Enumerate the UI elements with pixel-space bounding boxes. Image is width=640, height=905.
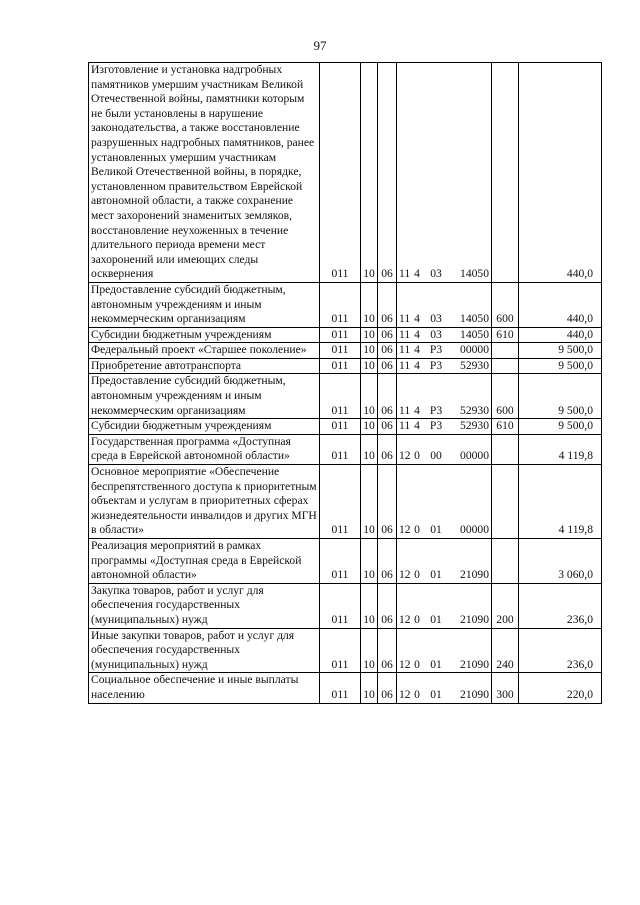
amount: 4 119,8 (519, 465, 602, 539)
ministry-code: 011 (320, 282, 361, 327)
subprogram-code: 0 (414, 687, 420, 701)
expense-type-code (492, 539, 519, 584)
subsection-code: 06 (378, 628, 397, 673)
amount: 236,0 (519, 628, 602, 673)
program-code: 12 (399, 657, 411, 671)
subsection-code: 06 (378, 434, 397, 464)
row-name: Реализация мероприятий в рамках программы «Доступная среда в Еврейской автономной области» (89, 539, 320, 584)
subprogram-code: 4 (414, 343, 420, 357)
target-article-code (397, 673, 492, 703)
table-row (89, 465, 602, 539)
direction-code: 21090 (460, 568, 489, 582)
target-article-code (397, 63, 492, 283)
ministry-code: 011 (320, 583, 361, 628)
row-name: Закупка товаров, работ и услуг для обеспечения государственных (муниципальных) нужд (89, 583, 320, 628)
subsection-code: 06 (378, 539, 397, 584)
section-code: 10 (361, 358, 378, 374)
expense-type-code (492, 465, 519, 539)
subsection-code: 06 (378, 343, 397, 359)
ministry-code: 011 (320, 374, 361, 419)
direction-code: 00000 (460, 449, 489, 463)
table-row (89, 628, 602, 673)
target-article-code (397, 539, 492, 584)
budget-table (88, 62, 602, 704)
expense-type-code: 240 (492, 628, 519, 673)
expense-type-code: 610 (492, 419, 519, 435)
amount: 220,0 (519, 673, 602, 703)
activity-code: P3 (429, 403, 443, 417)
amount: 440,0 (519, 327, 602, 343)
activity-code: 01 (430, 568, 442, 582)
activity-code: 01 (430, 687, 442, 701)
program-code: 12 (399, 687, 411, 701)
table-row (89, 358, 602, 374)
target-article-code (397, 465, 492, 539)
direction-code: 21090 (460, 657, 489, 671)
row-name: Субсидии бюджетным учреждениям (89, 327, 320, 343)
row-name: Субсидии бюджетным учреждениям (89, 419, 320, 435)
target-article-code (397, 374, 492, 419)
section-code: 10 (361, 673, 378, 703)
ministry-code: 011 (320, 358, 361, 374)
subprogram-code: 0 (414, 657, 420, 671)
section-code: 10 (361, 539, 378, 584)
amount: 440,0 (519, 282, 602, 327)
row-name: Приобретение автотранспорта (89, 358, 320, 374)
activity-code: P3 (429, 343, 443, 357)
activity-code: 01 (430, 657, 442, 671)
subsection-code: 06 (378, 358, 397, 374)
row-name: Социальное обеспечение и иные выплаты населению (89, 673, 320, 703)
subsection-code: 06 (378, 63, 397, 283)
ministry-code: 011 (320, 673, 361, 703)
ministry-code: 011 (320, 63, 361, 283)
program-code: 12 (399, 523, 411, 537)
subprogram-code: 4 (414, 419, 420, 433)
subprogram-code: 0 (414, 612, 420, 626)
expense-type-code: 600 (492, 282, 519, 327)
activity-code: P3 (429, 419, 443, 433)
section-code: 10 (361, 282, 378, 327)
section-code: 10 (361, 419, 378, 435)
target-article-code (397, 327, 492, 343)
subsection-code: 06 (378, 282, 397, 327)
subprogram-code: 4 (414, 403, 420, 417)
target-article-code (397, 583, 492, 628)
expense-type-code: 300 (492, 673, 519, 703)
program-code: 11 (399, 343, 411, 357)
ministry-code: 011 (320, 539, 361, 584)
table-row (89, 343, 602, 359)
row-name: Предоставление субсидий бюджетным, автономным учреждениям и иным некоммерческим организациям (89, 374, 320, 419)
target-article-code (397, 628, 492, 673)
subsection-code: 06 (378, 374, 397, 419)
table-row (89, 673, 602, 703)
table-row (89, 583, 602, 628)
ministry-code: 011 (320, 419, 361, 435)
activity-code: 03 (430, 312, 442, 326)
program-code: 11 (399, 267, 411, 281)
expense-type-code (492, 343, 519, 359)
table-row (89, 539, 602, 584)
expense-type-code (492, 358, 519, 374)
subsection-code: 06 (378, 465, 397, 539)
target-article-code (397, 282, 492, 327)
table-row (89, 434, 602, 464)
amount: 9 500,0 (519, 374, 602, 419)
row-name: Иные закупки товаров, работ и услуг для обеспечения государственных (муниципальных) нужд (89, 628, 320, 673)
direction-code: 52930 (460, 403, 489, 417)
direction-code: 00000 (460, 523, 489, 537)
subprogram-code: 4 (414, 327, 420, 341)
table-row (89, 327, 602, 343)
program-code: 12 (399, 612, 411, 626)
amount: 236,0 (519, 583, 602, 628)
activity-code: 01 (430, 612, 442, 626)
section-code: 10 (361, 63, 378, 283)
ministry-code: 011 (320, 434, 361, 464)
subsection-code: 06 (378, 673, 397, 703)
direction-code: 52930 (460, 358, 489, 372)
ministry-code: 011 (320, 628, 361, 673)
row-name: Федеральный проект «Старшее поколение» (89, 343, 320, 359)
expense-type-code (492, 63, 519, 283)
subprogram-code: 0 (414, 568, 420, 582)
amount: 9 500,0 (519, 358, 602, 374)
table-row (89, 374, 602, 419)
direction-code: 52930 (460, 419, 489, 433)
activity-code: 03 (430, 327, 442, 341)
expense-type-code: 610 (492, 327, 519, 343)
target-article-code (397, 343, 492, 359)
row-name: Государственная программа «Доступная среда в Еврейской автономной области» (89, 434, 320, 464)
program-code: 11 (399, 358, 411, 372)
section-code: 10 (361, 374, 378, 419)
expense-type-code (492, 434, 519, 464)
section-code: 10 (361, 343, 378, 359)
subprogram-code: 0 (414, 523, 420, 537)
ministry-code: 011 (320, 465, 361, 539)
direction-code: 21090 (460, 687, 489, 701)
activity-code: 00 (430, 449, 442, 463)
program-code: 11 (399, 419, 411, 433)
amount: 9 500,0 (519, 343, 602, 359)
section-code: 10 (361, 628, 378, 673)
row-name: Предоставление субсидий бюджетным, автономным учреждениям и иным некоммерческим организациям (89, 282, 320, 327)
amount: 440,0 (519, 63, 602, 283)
subprogram-code: 4 (414, 312, 420, 326)
subprogram-code: 4 (414, 358, 420, 372)
amount: 9 500,0 (519, 419, 602, 435)
row-name: Основное мероприятие «Обеспечение беспрепятственного доступа к приоритетным объектам и услугам в приоритетных сферах жизнедеятельности инвалидов и других МГН в области» (89, 465, 320, 539)
program-code: 11 (399, 327, 411, 341)
amount: 4 119,8 (519, 434, 602, 464)
program-code: 11 (399, 312, 411, 326)
target-article-code (397, 419, 492, 435)
activity-code: P3 (429, 358, 443, 372)
section-code: 10 (361, 327, 378, 343)
activity-code: 03 (430, 267, 442, 281)
direction-code: 21090 (460, 612, 489, 626)
table-row (89, 282, 602, 327)
subsection-code: 06 (378, 419, 397, 435)
page-number: 97 (313, 38, 327, 53)
expense-type-code: 200 (492, 583, 519, 628)
section-code: 10 (361, 583, 378, 628)
target-article-code (397, 434, 492, 464)
direction-code: 00000 (460, 343, 489, 357)
row-name: Изготовление и установка надгробных памятников умершим участникам Великой Отечественной войны, памятники которым не были установлены в нарушение законодательства, а также восстановление разрушенных надгробных памятников, ранее установленных умершим участникам Великой Отечественной войны, в порядке, установленном правительством Еврейской автономной области, а также сохранение мест захоронений знаменитых земляков, восстановление неухоженных в течение длительного периода времени мест захоронений или имеющих следы осквернения (89, 63, 320, 283)
program-code: 12 (399, 568, 411, 582)
subsection-code: 06 (378, 583, 397, 628)
table-row (89, 419, 602, 435)
program-code: 12 (399, 449, 411, 463)
activity-code: 01 (430, 523, 442, 537)
ministry-code: 011 (320, 327, 361, 343)
table-row (89, 63, 602, 283)
subsection-code: 06 (378, 327, 397, 343)
ministry-code: 011 (320, 343, 361, 359)
direction-code: 14050 (460, 327, 489, 341)
section-code: 10 (361, 465, 378, 539)
subprogram-code: 4 (414, 267, 420, 281)
target-article-code (397, 358, 492, 374)
direction-code: 14050 (460, 267, 489, 281)
subprogram-code: 0 (414, 449, 420, 463)
amount: 3 060,0 (519, 539, 602, 584)
section-code: 10 (361, 434, 378, 464)
expense-type-code: 600 (492, 374, 519, 419)
program-code: 11 (399, 403, 411, 417)
direction-code: 14050 (460, 312, 489, 326)
